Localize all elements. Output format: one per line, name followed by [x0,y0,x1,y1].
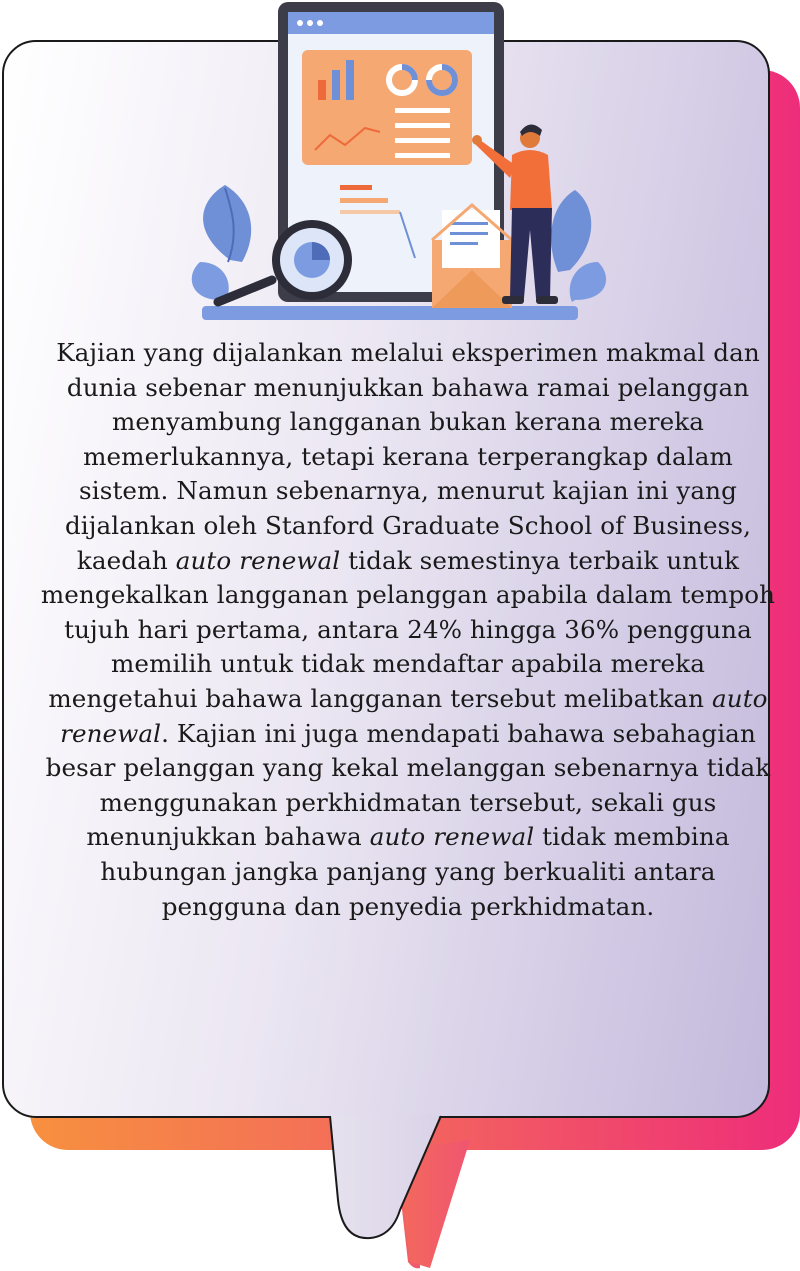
paragraph-run: tidak membina hubungan jangka panjang yang berkualiti antara pengguna dan penyedia perkhidmatan. [100,822,730,921]
article-paragraph [40,336,776,924]
desk-shelf [202,306,578,320]
envelope-icon [432,205,512,308]
paragraph-run: Kajian yang dijalankan melalui eksperimen makmal dan dunia sebenar menunjukkan bahawa ramai pelanggan menyambung langganan bukan kerana mereka memerlukannya, tetapi kerana terperangkap dalam sistem. Namun sebenarnya, menurut kajian ini yang dijalankan oleh Stanford Graduate School of Business, kaedah [56,338,760,575]
paragraph-run-italic: auto renewal [175,545,341,575]
analytics-illustration [180,0,620,330]
paragraph-run: tidak semestinya terbaik untuk mengekalkan langganan pelanggan apabila dalam tempoh tujuh hari pertama, antara 24% hingga 36% pengguna memilih untuk tidak mendaftar apabila mereka mengetahui bahawa langganan tersebut melibatkan [40,545,776,713]
paragraph-run: . Kajian ini juga mendapati bahawa sebahagian besar pelanggan yang kekal melanggan sebenarnya tidak menggunakan perkhidmatan tersebut, sekali gus menunjukkan bahawa [45,718,771,852]
paragraph-run-italic: auto renewal [369,822,535,852]
paragraph-run-italic: auto renewal [60,683,768,748]
